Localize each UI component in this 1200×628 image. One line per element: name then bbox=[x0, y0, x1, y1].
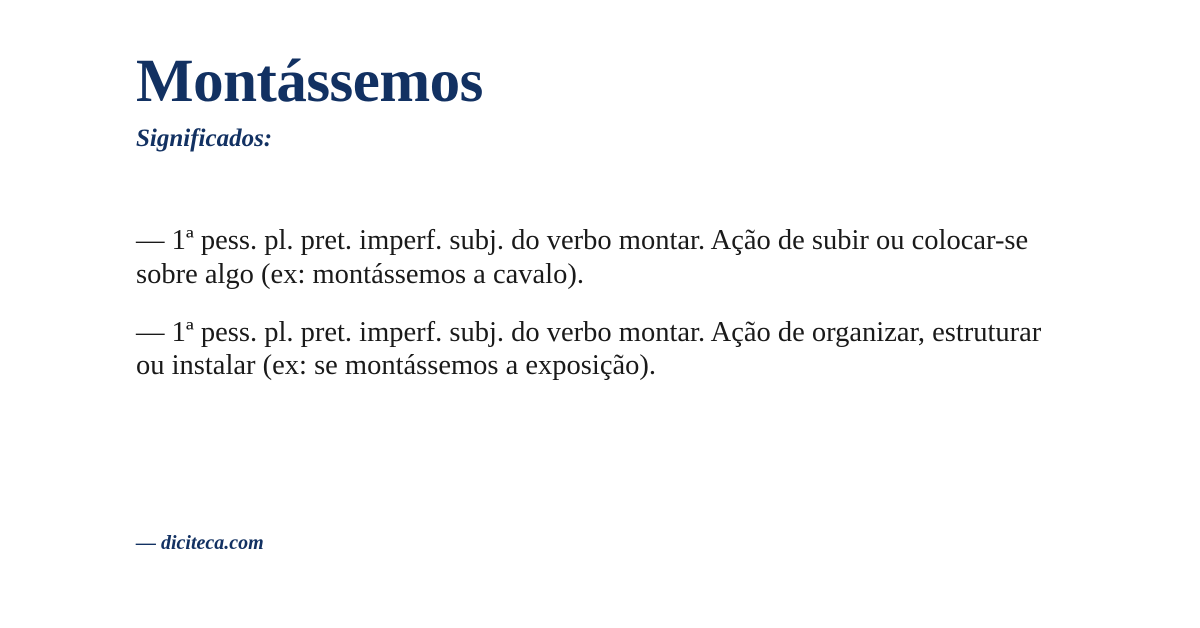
meanings-label: Significados: bbox=[136, 125, 273, 153]
page-title: Montássemos bbox=[136, 48, 483, 115]
definitions-list bbox=[136, 224, 1064, 383]
definition-item: — 1ª pess. pl. pret. imperf. subj. do verbo montar. Ação de subir ou colocar-se sobre algo (ex: montássemos a cavalo). bbox=[136, 225, 1029, 290]
definition-item: — 1ª pess. pl. pret. imperf. subj. do verbo montar. Ação de organizar, estruturar ou instalar (ex: se montássemos a exposição). bbox=[136, 316, 1042, 382]
source-attribution: — diciteca.com bbox=[136, 532, 264, 554]
